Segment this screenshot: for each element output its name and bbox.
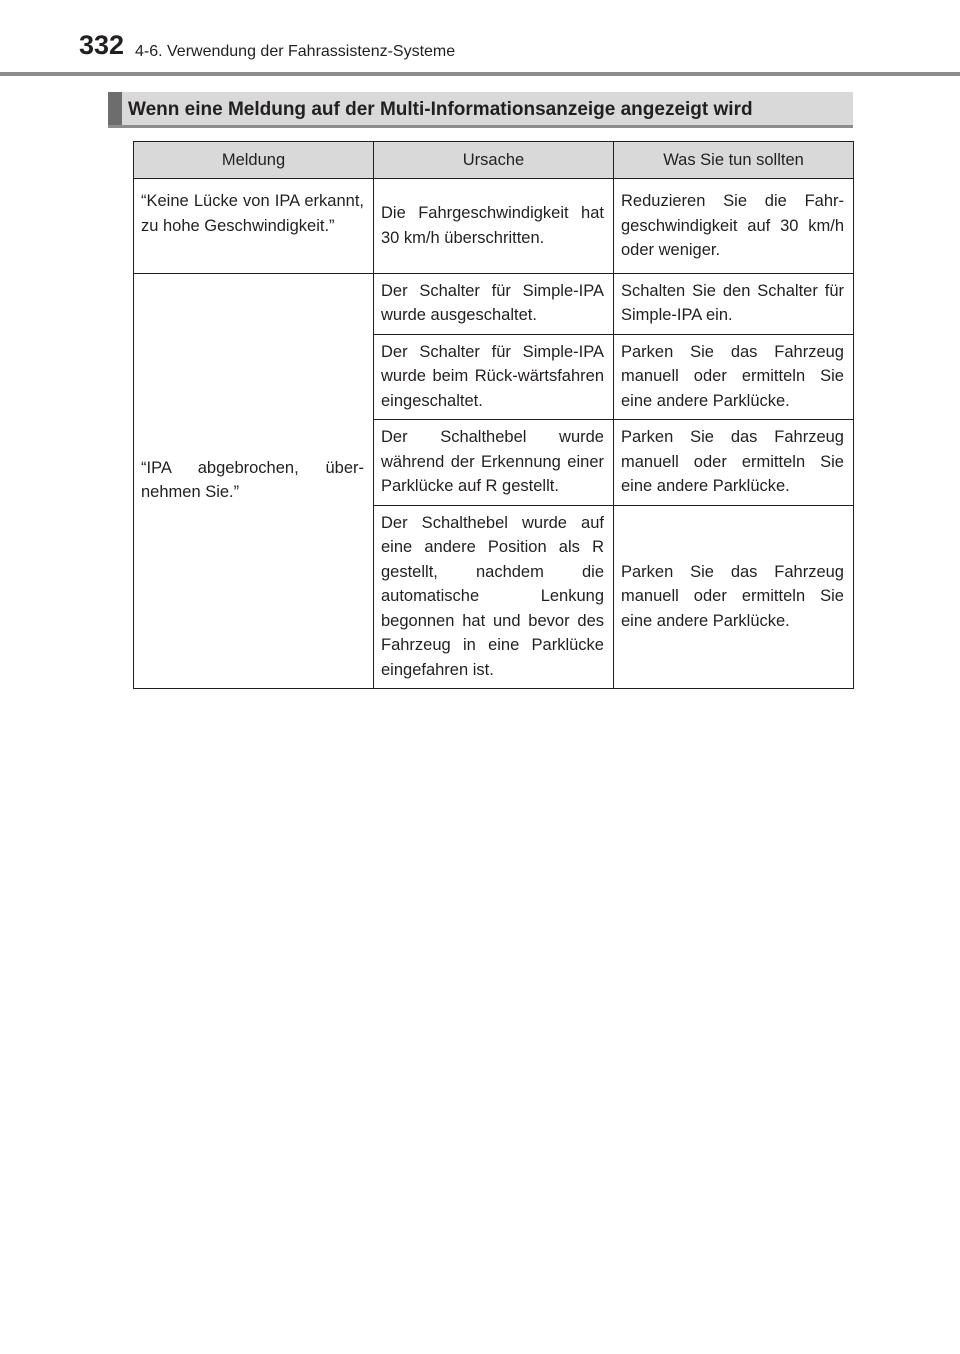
cause-cell: Der Schalter für Simple-IPA wurde beim Rück-wärtsfahren eingeschaltet. (374, 334, 614, 420)
page-number: 332 (79, 30, 125, 60)
section-heading-marker (108, 92, 122, 125)
message-cell: “IPA abgebrochen, über-nehmen Sie.” (134, 273, 374, 689)
message-table (133, 141, 854, 689)
message-cell: “Keine Lücke von IPA erkannt, zu hohe Geschwindigkeit.” (134, 179, 374, 274)
header-divider (0, 72, 960, 76)
action-cell: Parken Sie das Fahrzeug manuell oder ermitteln Sie eine andere Parklücke. (614, 420, 854, 506)
table-row (134, 179, 854, 274)
action-cell: Reduzieren Sie die Fahr-geschwindigkeit auf 30 km/h oder weniger. (614, 179, 854, 274)
cause-cell: Der Schalthebel wurde während der Erkennung einer Parklücke auf R gestellt. (374, 420, 614, 506)
action-cell: Parken Sie das Fahrzeug manuell oder ermitteln Sie eine andere Parklücke. (614, 505, 854, 689)
cause-cell: Die Fahrgeschwindigkeit hat 30 km/h überschritten. (374, 179, 614, 274)
action-cell: Parken Sie das Fahrzeug manuell oder ermitteln Sie eine andere Parklücke. (614, 334, 854, 420)
column-header-action: Was Sie tun sollten (614, 142, 854, 179)
table-header-row (134, 142, 854, 179)
column-header-cause: Ursache (374, 142, 614, 179)
chapter-title: 4-6. Verwendung der Fahrassistenz-Systeme (135, 43, 456, 60)
cause-cell: Der Schalthebel wurde auf eine andere Position als R gestellt, nachdem die automatische Lenkung begonnen hat und bevor des Fahrzeug in eine Parklücke eingefahren ist. (374, 505, 614, 689)
cause-cell: Der Schalter für Simple-IPA wurde ausgeschaltet. (374, 273, 614, 334)
action-cell: Schalten Sie den Schalter für Simple-IPA ein. (614, 273, 854, 334)
column-header-message: Meldung (134, 142, 374, 179)
section-heading (108, 92, 853, 128)
table-row (134, 273, 854, 334)
section-heading-text: Wenn eine Meldung auf der Multi-Informationsanzeige angezeigt wird (128, 99, 753, 120)
